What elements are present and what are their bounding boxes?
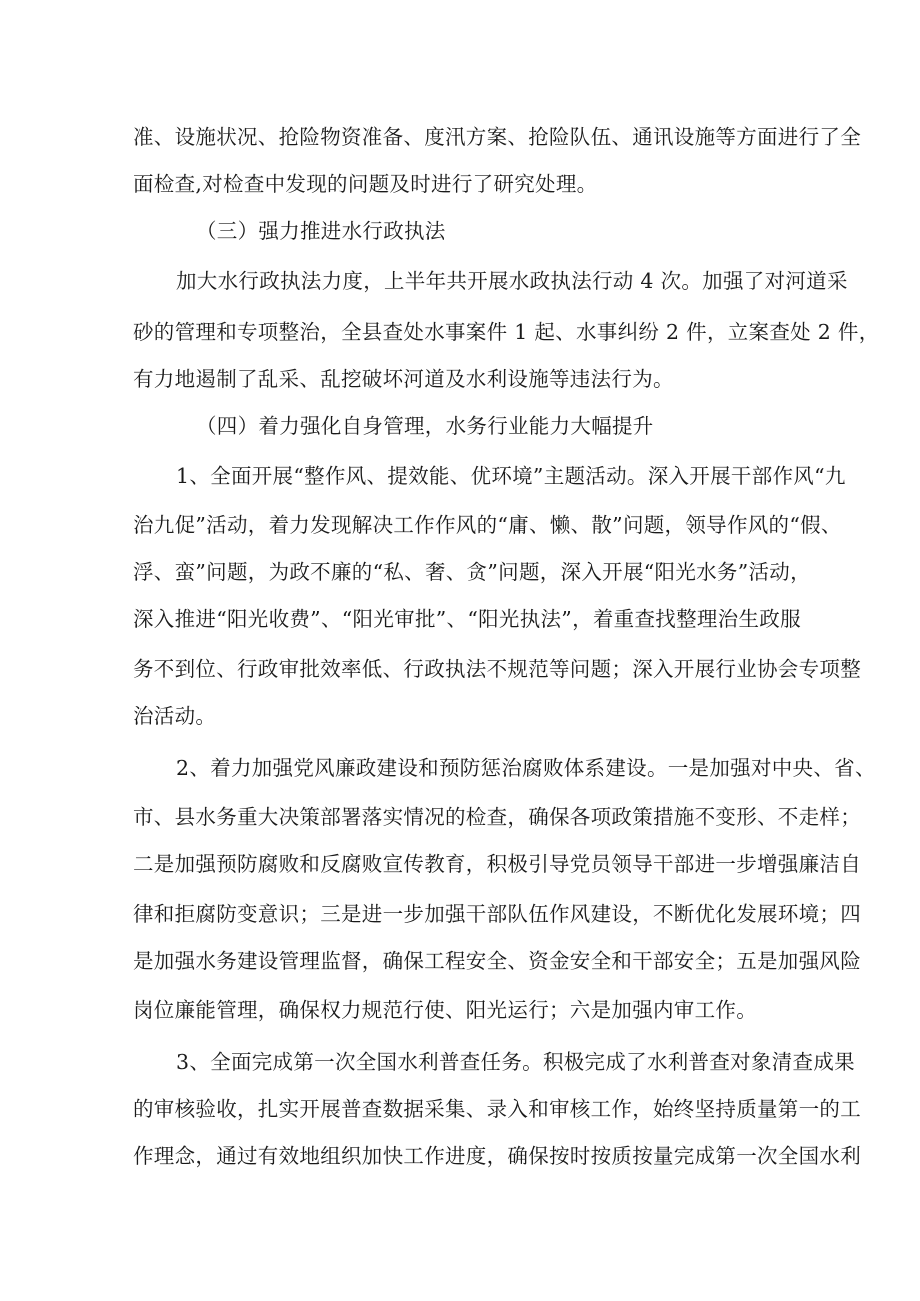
body-text-line: 治活动。: [133, 704, 217, 728]
body-text-line: 作理念，通过有效地组织加快工作进度，确保按时按质按量完成第一次全国水利: [133, 1144, 861, 1168]
body-text-line: 治九促”活动，着力发现解决工作作风的“庸、懒、散”问题，领导作风的“假、: [133, 513, 842, 537]
body-text-line: 深入推进“阳光收费”、“阳光审批”、“阳光执法”，着重查找整理治生政服: [133, 607, 801, 631]
body-text-line: 面检查,对检查中发现的问题及时进行了研究处理。: [133, 172, 598, 196]
paragraph-first-line: 1、全面开展“整作风、提效能、优环境”主题活动。深入开展干部作风“九: [176, 464, 846, 488]
section-heading: （四）着力强化自身管理，水务行业能力大幅提升: [196, 414, 654, 438]
body-text-line: 砂的管理和专项整治，全县查处水事案件 1 起、水事纠纷 2 件，立案查处 2 件，: [133, 320, 880, 344]
body-text-line: 务不到位、行政审批效率低、行政执法不规范等问题；深入开展行业协会专项整: [133, 657, 861, 681]
body-text-line: 是加强水务建设管理监督，确保工程安全、资金安全和干部安全；五是加强风险: [133, 949, 861, 973]
paragraph-first-line: 3、全面完成第一次全国水利普查任务。积极完成了水利普查对象清查成果: [176, 1050, 855, 1074]
paragraph-first-line: 加大水行政执法力度，上半年共开展水政执法行动 4 次。加强了对河道采: [176, 269, 848, 293]
body-text-line: 岗位廉能管理，确保权力规范行使、阳光运行；六是加强内审工作。: [133, 998, 757, 1022]
body-text-line: 准、设施状况、抢险物资准备、度汛方案、抢险队伍、通讯设施等方面进行了全: [133, 125, 861, 149]
paragraph-first-line: 2、着力加强党风廉政建设和预防惩治腐败体系建设。一是加强对中央、省、: [176, 756, 876, 780]
body-text-line: 律和拒腐防变意识；三是进一步加强干部队伍作风建设，不断优化发展环境；四: [133, 902, 861, 926]
section-heading: （三）强力推进水行政执法: [196, 219, 446, 243]
body-text-line: 浮、蛮”问题，为政不廉的“私、奢、贪”问题，深入开展“阳光水务”活动，: [133, 560, 811, 584]
body-text-line: 二是加强预防腐败和反腐败宣传教育，积极引导党员领导干部进一步增强廉洁自: [133, 852, 861, 876]
body-text-line: 的审核验收，扎实开展普查数据采集、录入和审核工作，始终坚持质量第一的工: [133, 1097, 861, 1121]
body-text-line: 市、县水务重大决策部署落实情况的检查，确保各项政策措施不变形、不走样；: [133, 805, 861, 829]
body-text-line: 有力地遏制了乱采、乱挖破坏河道及水利设施等违法行为。: [133, 367, 674, 391]
